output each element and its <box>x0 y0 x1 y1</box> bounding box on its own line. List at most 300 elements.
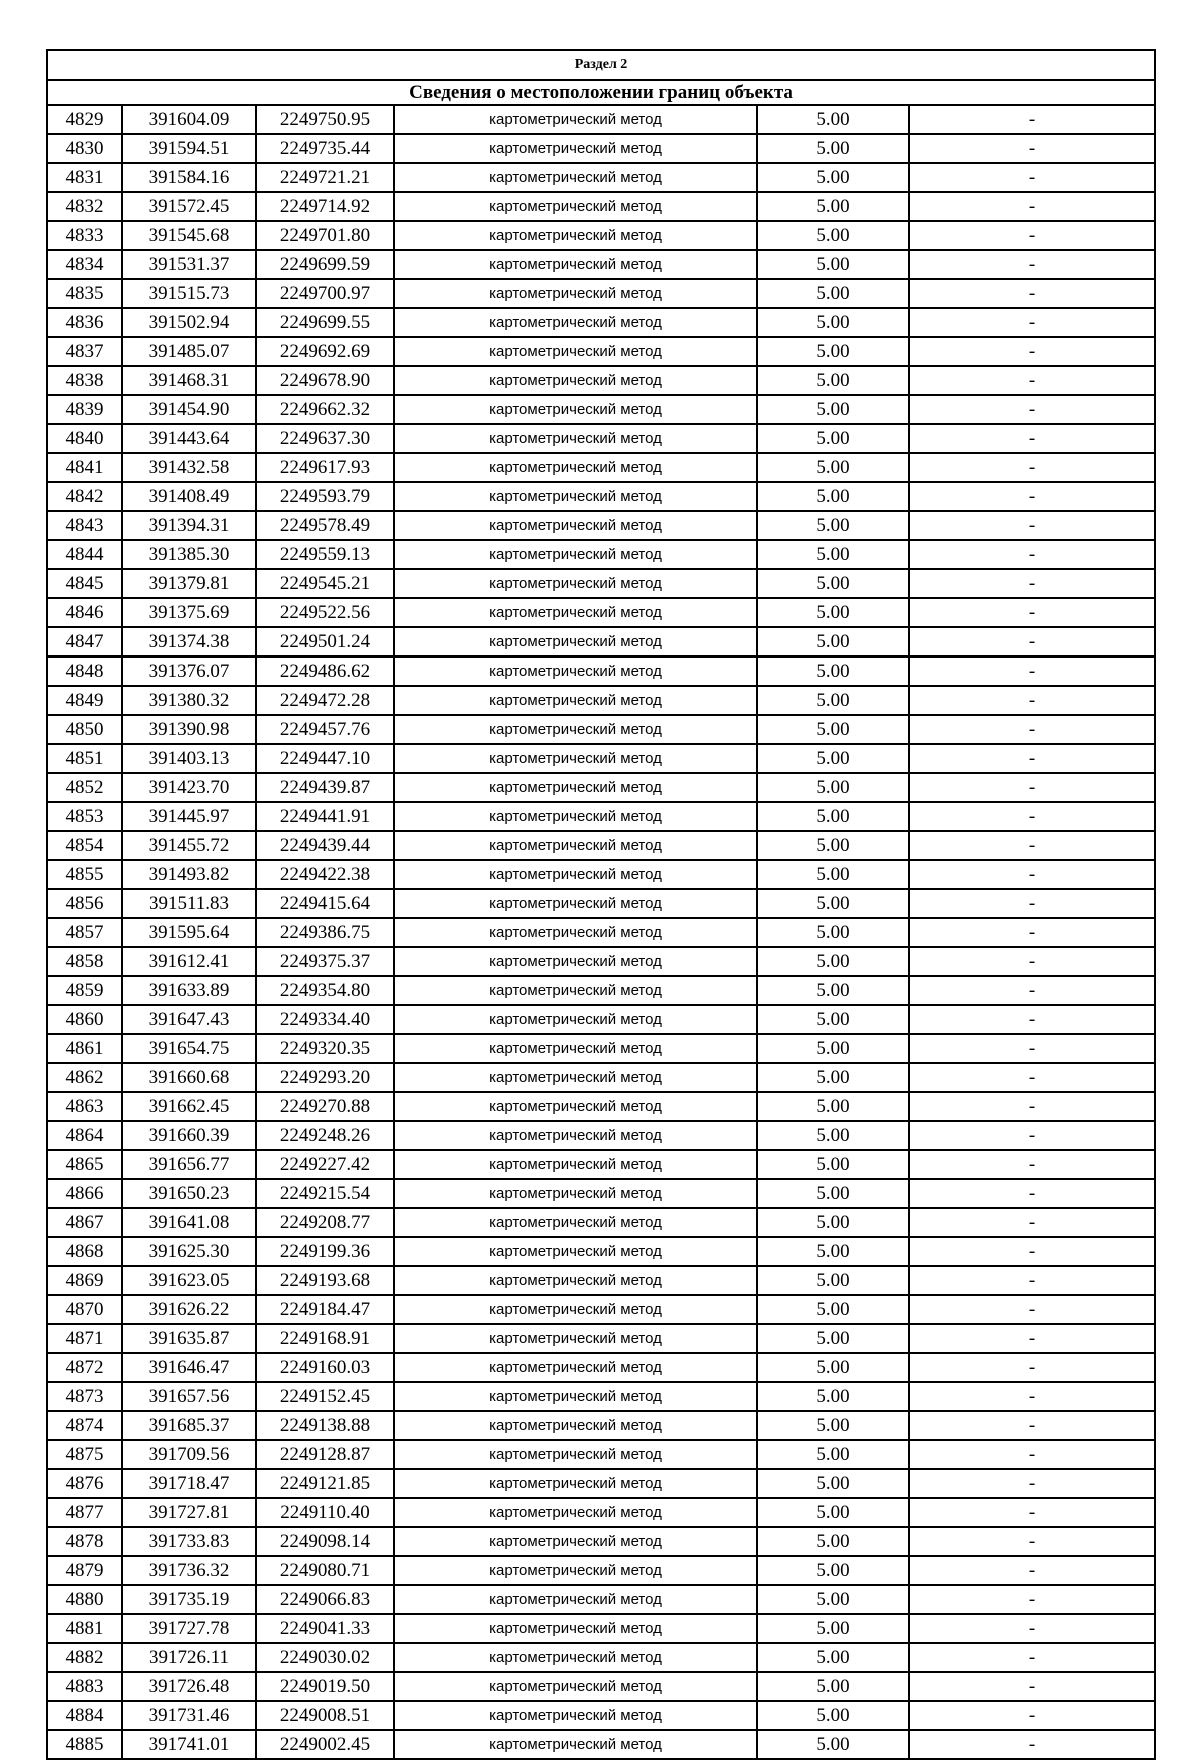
y-coordinate-cell: 2249678.90 <box>256 366 394 395</box>
method-cell: картометрический метод <box>394 482 757 511</box>
method-cell: картометрический метод <box>394 134 757 163</box>
accuracy-cell: 5.00 <box>757 1092 909 1121</box>
x-coordinate-cell: 391468.31 <box>122 366 256 395</box>
point-number-cell: 4836 <box>47 308 122 337</box>
accuracy-cell: 5.00 <box>757 366 909 395</box>
point-number-cell: 4837 <box>47 337 122 366</box>
method-cell: картометрический метод <box>394 1643 757 1672</box>
x-coordinate-cell: 391625.30 <box>122 1237 256 1266</box>
method-cell: картометрический метод <box>394 889 757 918</box>
x-coordinate-cell: 391633.89 <box>122 976 256 1005</box>
accuracy-cell: 5.00 <box>757 1150 909 1179</box>
x-coordinate-cell: 391403.13 <box>122 744 256 773</box>
section-header-row <box>47 50 1155 80</box>
x-coordinate-cell: 391727.81 <box>122 1498 256 1527</box>
section-label: Раздел 2 <box>47 50 1155 80</box>
method-cell: картометрический метод <box>394 686 757 715</box>
method-cell: картометрический метод <box>394 715 757 744</box>
method-cell: картометрический метод <box>394 395 757 424</box>
description-cell: - <box>909 366 1155 395</box>
method-cell: картометрический метод <box>394 221 757 250</box>
table-row <box>47 802 1155 831</box>
method-cell: картометрический метод <box>394 744 757 773</box>
point-number-cell: 4884 <box>47 1701 122 1730</box>
x-coordinate-cell: 391741.01 <box>122 1730 256 1759</box>
table-row <box>47 1527 1155 1556</box>
y-coordinate-cell: 2249750.95 <box>256 105 394 134</box>
description-cell: - <box>909 1092 1155 1121</box>
x-coordinate-cell: 391423.70 <box>122 773 256 802</box>
point-number-cell: 4881 <box>47 1614 122 1643</box>
method-cell: картометрический метод <box>394 860 757 889</box>
y-coordinate-cell: 2249110.40 <box>256 1498 394 1527</box>
x-coordinate-cell: 391584.16 <box>122 163 256 192</box>
description-cell: - <box>909 947 1155 976</box>
description-cell: - <box>909 221 1155 250</box>
x-coordinate-cell: 391485.07 <box>122 337 256 366</box>
y-coordinate-cell: 2249152.45 <box>256 1382 394 1411</box>
y-coordinate-cell: 2249472.28 <box>256 686 394 715</box>
description-cell: - <box>909 1556 1155 1585</box>
accuracy-cell: 5.00 <box>757 1585 909 1614</box>
table-row <box>47 221 1155 250</box>
point-number-cell: 4854 <box>47 831 122 860</box>
accuracy-cell: 5.00 <box>757 337 909 366</box>
y-coordinate-cell: 2249293.20 <box>256 1063 394 1092</box>
accuracy-cell: 5.00 <box>757 424 909 453</box>
point-number-cell: 4885 <box>47 1730 122 1759</box>
y-coordinate-cell: 2249415.64 <box>256 889 394 918</box>
method-cell: картометрический метод <box>394 1237 757 1266</box>
accuracy-cell: 5.00 <box>757 1527 909 1556</box>
method-cell: картометрический метод <box>394 1150 757 1179</box>
method-cell: картометрический метод <box>394 1179 757 1208</box>
y-coordinate-cell: 2249193.68 <box>256 1266 394 1295</box>
table-row <box>47 1672 1155 1701</box>
x-coordinate-cell: 391515.73 <box>122 279 256 308</box>
x-coordinate-cell: 391493.82 <box>122 860 256 889</box>
table-row <box>47 1614 1155 1643</box>
point-number-cell: 4858 <box>47 947 122 976</box>
y-coordinate-cell: 2249617.93 <box>256 453 394 482</box>
accuracy-cell: 5.00 <box>757 1701 909 1730</box>
accuracy-cell: 5.00 <box>757 1121 909 1150</box>
x-coordinate-cell: 391727.78 <box>122 1614 256 1643</box>
accuracy-cell: 5.00 <box>757 831 909 860</box>
point-number-cell: 4839 <box>47 395 122 424</box>
point-number-cell: 4834 <box>47 250 122 279</box>
accuracy-cell: 5.00 <box>757 308 909 337</box>
method-cell: картометрический метод <box>394 1005 757 1034</box>
point-number-cell: 4832 <box>47 192 122 221</box>
description-cell: - <box>909 1469 1155 1498</box>
table-row <box>47 279 1155 308</box>
x-coordinate-cell: 391572.45 <box>122 192 256 221</box>
point-number-cell: 4841 <box>47 453 122 482</box>
accuracy-cell: 5.00 <box>757 1643 909 1672</box>
description-cell: - <box>909 686 1155 715</box>
method-cell: картометрический метод <box>394 1324 757 1353</box>
description-cell: - <box>909 105 1155 134</box>
y-coordinate-cell: 2249386.75 <box>256 918 394 947</box>
table-row <box>47 1150 1155 1179</box>
y-coordinate-cell: 2249080.71 <box>256 1556 394 1585</box>
table-row <box>47 1005 1155 1034</box>
x-coordinate-cell: 391733.83 <box>122 1527 256 1556</box>
method-cell: картометрический метод <box>394 1730 757 1759</box>
y-coordinate-cell: 2249208.77 <box>256 1208 394 1237</box>
table-row <box>47 947 1155 976</box>
table-row <box>47 250 1155 279</box>
y-coordinate-cell: 2249098.14 <box>256 1527 394 1556</box>
x-coordinate-cell: 391385.30 <box>122 540 256 569</box>
table-row <box>47 1585 1155 1614</box>
y-coordinate-cell: 2249559.13 <box>256 540 394 569</box>
x-coordinate-cell: 391502.94 <box>122 308 256 337</box>
accuracy-cell: 5.00 <box>757 598 909 627</box>
description-cell: - <box>909 976 1155 1005</box>
y-coordinate-cell: 2249735.44 <box>256 134 394 163</box>
x-coordinate-cell: 391736.32 <box>122 1556 256 1585</box>
y-coordinate-cell: 2249128.87 <box>256 1440 394 1469</box>
x-coordinate-cell: 391657.56 <box>122 1382 256 1411</box>
description-cell: - <box>909 1208 1155 1237</box>
method-cell: картометрический метод <box>394 1469 757 1498</box>
x-coordinate-cell: 391612.41 <box>122 947 256 976</box>
accuracy-cell: 5.00 <box>757 1295 909 1324</box>
y-coordinate-cell: 2249199.36 <box>256 1237 394 1266</box>
method-cell: картометрический метод <box>394 1063 757 1092</box>
accuracy-cell: 5.00 <box>757 1614 909 1643</box>
x-coordinate-cell: 391408.49 <box>122 482 256 511</box>
description-cell: - <box>909 627 1155 657</box>
point-number-cell: 4842 <box>47 482 122 511</box>
table-row <box>47 1643 1155 1672</box>
point-number-cell: 4849 <box>47 686 122 715</box>
table-row <box>47 918 1155 947</box>
description-cell: - <box>909 1527 1155 1556</box>
description-cell: - <box>909 1440 1155 1469</box>
accuracy-cell: 5.00 <box>757 569 909 598</box>
description-cell: - <box>909 657 1155 687</box>
table-row <box>47 1266 1155 1295</box>
table-row <box>47 860 1155 889</box>
point-number-cell: 4843 <box>47 511 122 540</box>
description-cell: - <box>909 918 1155 947</box>
table-row <box>47 1382 1155 1411</box>
description-cell: - <box>909 1585 1155 1614</box>
method-cell: картометрический метод <box>394 105 757 134</box>
description-cell: - <box>909 1063 1155 1092</box>
point-number-cell: 4874 <box>47 1411 122 1440</box>
y-coordinate-cell: 2249422.38 <box>256 860 394 889</box>
point-number-cell: 4850 <box>47 715 122 744</box>
table-row <box>47 1179 1155 1208</box>
point-number-cell: 4855 <box>47 860 122 889</box>
table-row <box>47 337 1155 366</box>
accuracy-cell: 5.00 <box>757 744 909 773</box>
description-cell: - <box>909 715 1155 744</box>
x-coordinate-cell: 391647.43 <box>122 1005 256 1034</box>
method-cell: картометрический метод <box>394 598 757 627</box>
y-coordinate-cell: 2249501.24 <box>256 627 394 657</box>
y-coordinate-cell: 2249447.10 <box>256 744 394 773</box>
description-cell: - <box>909 1730 1155 1759</box>
method-cell: картометрический метод <box>394 1672 757 1701</box>
x-coordinate-cell: 391376.07 <box>122 657 256 687</box>
description-cell: - <box>909 1179 1155 1208</box>
method-cell: картометрический метод <box>394 1092 757 1121</box>
point-number-cell: 4835 <box>47 279 122 308</box>
description-cell: - <box>909 889 1155 918</box>
description-cell: - <box>909 1121 1155 1150</box>
method-cell: картометрический метод <box>394 1411 757 1440</box>
method-cell: картометрический метод <box>394 627 757 657</box>
accuracy-cell: 5.00 <box>757 1353 909 1382</box>
accuracy-cell: 5.00 <box>757 1266 909 1295</box>
method-cell: картометрический метод <box>394 1266 757 1295</box>
point-number-cell: 4879 <box>47 1556 122 1585</box>
point-number-cell: 4862 <box>47 1063 122 1092</box>
x-coordinate-cell: 391654.75 <box>122 1034 256 1063</box>
x-coordinate-cell: 391374.38 <box>122 627 256 657</box>
table-row <box>47 744 1155 773</box>
y-coordinate-cell: 2249320.35 <box>256 1034 394 1063</box>
method-cell: картометрический метод <box>394 1527 757 1556</box>
method-cell: картометрический метод <box>394 802 757 831</box>
point-number-cell: 4878 <box>47 1527 122 1556</box>
method-cell: картометрический метод <box>394 1353 757 1382</box>
x-coordinate-cell: 391731.46 <box>122 1701 256 1730</box>
description-cell: - <box>909 802 1155 831</box>
y-coordinate-cell: 2249160.03 <box>256 1353 394 1382</box>
description-cell: - <box>909 540 1155 569</box>
accuracy-cell: 5.00 <box>757 1005 909 1034</box>
method-cell: картометрический метод <box>394 192 757 221</box>
method-cell: картометрический метод <box>394 337 757 366</box>
table-row <box>47 715 1155 744</box>
method-cell: картометрический метод <box>394 831 757 860</box>
accuracy-cell: 5.00 <box>757 482 909 511</box>
table-row <box>47 1469 1155 1498</box>
accuracy-cell: 5.00 <box>757 860 909 889</box>
table-row <box>47 395 1155 424</box>
method-cell: картометрический метод <box>394 1585 757 1614</box>
method-cell: картометрический метод <box>394 1121 757 1150</box>
description-cell: - <box>909 1411 1155 1440</box>
point-number-cell: 4883 <box>47 1672 122 1701</box>
table-row <box>47 453 1155 482</box>
table-row <box>47 1411 1155 1440</box>
x-coordinate-cell: 391635.87 <box>122 1324 256 1353</box>
point-number-cell: 4829 <box>47 105 122 134</box>
accuracy-cell: 5.00 <box>757 453 909 482</box>
table-title-row <box>47 80 1155 105</box>
accuracy-cell: 5.00 <box>757 947 909 976</box>
x-coordinate-cell: 391594.51 <box>122 134 256 163</box>
description-cell: - <box>909 453 1155 482</box>
x-coordinate-cell: 391726.48 <box>122 1672 256 1701</box>
table-row <box>47 569 1155 598</box>
point-number-cell: 4867 <box>47 1208 122 1237</box>
accuracy-cell: 5.00 <box>757 1556 909 1585</box>
description-cell: - <box>909 482 1155 511</box>
method-cell: картометрический метод <box>394 1556 757 1585</box>
accuracy-cell: 5.00 <box>757 1208 909 1237</box>
point-number-cell: 4860 <box>47 1005 122 1034</box>
point-number-cell: 4856 <box>47 889 122 918</box>
method-cell: картометрический метод <box>394 511 757 540</box>
table-row <box>47 1092 1155 1121</box>
accuracy-cell: 5.00 <box>757 1063 909 1092</box>
y-coordinate-cell: 2249699.59 <box>256 250 394 279</box>
x-coordinate-cell: 391718.47 <box>122 1469 256 1498</box>
point-number-cell: 4852 <box>47 773 122 802</box>
x-coordinate-cell: 391660.39 <box>122 1121 256 1150</box>
y-coordinate-cell: 2249354.80 <box>256 976 394 1005</box>
point-number-cell: 4880 <box>47 1585 122 1614</box>
y-coordinate-cell: 2249701.80 <box>256 221 394 250</box>
method-cell: картометрический метод <box>394 569 757 598</box>
description-cell: - <box>909 424 1155 453</box>
y-coordinate-cell: 2249138.88 <box>256 1411 394 1440</box>
table-row <box>47 1498 1155 1527</box>
method-cell: картометрический метод <box>394 918 757 947</box>
table-row <box>47 540 1155 569</box>
y-coordinate-cell: 2249019.50 <box>256 1672 394 1701</box>
y-coordinate-cell: 2249066.83 <box>256 1585 394 1614</box>
accuracy-cell: 5.00 <box>757 250 909 279</box>
x-coordinate-cell: 391641.08 <box>122 1208 256 1237</box>
table-row <box>47 482 1155 511</box>
x-coordinate-cell: 391531.37 <box>122 250 256 279</box>
method-cell: картометрический метод <box>394 947 757 976</box>
y-coordinate-cell: 2249439.87 <box>256 773 394 802</box>
table-row <box>47 976 1155 1005</box>
accuracy-cell: 5.00 <box>757 134 909 163</box>
y-coordinate-cell: 2249593.79 <box>256 482 394 511</box>
accuracy-cell: 5.00 <box>757 657 909 687</box>
description-cell: - <box>909 773 1155 802</box>
point-number-cell: 4861 <box>47 1034 122 1063</box>
point-number-cell: 4872 <box>47 1353 122 1382</box>
accuracy-cell: 5.00 <box>757 279 909 308</box>
point-number-cell: 4866 <box>47 1179 122 1208</box>
x-coordinate-cell: 391595.64 <box>122 918 256 947</box>
accuracy-cell: 5.00 <box>757 511 909 540</box>
x-coordinate-cell: 391604.09 <box>122 105 256 134</box>
x-coordinate-cell: 391443.64 <box>122 424 256 453</box>
x-coordinate-cell: 391390.98 <box>122 715 256 744</box>
table-row <box>47 1701 1155 1730</box>
x-coordinate-cell: 391656.77 <box>122 1150 256 1179</box>
description-cell: - <box>909 1266 1155 1295</box>
table-row <box>47 1063 1155 1092</box>
x-coordinate-cell: 391375.69 <box>122 598 256 627</box>
table-row <box>47 657 1155 687</box>
x-coordinate-cell: 391455.72 <box>122 831 256 860</box>
table-row <box>47 1324 1155 1353</box>
accuracy-cell: 5.00 <box>757 192 909 221</box>
method-cell: картометрический метод <box>394 453 757 482</box>
accuracy-cell: 5.00 <box>757 163 909 192</box>
accuracy-cell: 5.00 <box>757 1730 909 1759</box>
table-row <box>47 889 1155 918</box>
y-coordinate-cell: 2249168.91 <box>256 1324 394 1353</box>
description-cell: - <box>909 1498 1155 1527</box>
x-coordinate-cell: 391445.97 <box>122 802 256 831</box>
y-coordinate-cell: 2249714.92 <box>256 192 394 221</box>
x-coordinate-cell: 391650.23 <box>122 1179 256 1208</box>
accuracy-cell: 5.00 <box>757 1469 909 1498</box>
description-cell: - <box>909 337 1155 366</box>
description-cell: - <box>909 1382 1155 1411</box>
accuracy-cell: 5.00 <box>757 105 909 134</box>
table-row <box>47 1730 1155 1759</box>
method-cell: картометрический метод <box>394 163 757 192</box>
x-coordinate-cell: 391454.90 <box>122 395 256 424</box>
description-cell: - <box>909 1237 1155 1266</box>
description-cell: - <box>909 1005 1155 1034</box>
accuracy-cell: 5.00 <box>757 686 909 715</box>
x-coordinate-cell: 391660.68 <box>122 1063 256 1092</box>
table-row <box>47 1208 1155 1237</box>
method-cell: картометрический метод <box>394 1208 757 1237</box>
point-number-cell: 4870 <box>47 1295 122 1324</box>
table-row <box>47 1556 1155 1585</box>
method-cell: картометрический метод <box>394 1440 757 1469</box>
point-number-cell: 4863 <box>47 1092 122 1121</box>
point-number-cell: 4831 <box>47 163 122 192</box>
point-number-cell: 4869 <box>47 1266 122 1295</box>
y-coordinate-cell: 2249184.47 <box>256 1295 394 1324</box>
point-number-cell: 4868 <box>47 1237 122 1266</box>
y-coordinate-cell: 2249578.49 <box>256 511 394 540</box>
point-number-cell: 4851 <box>47 744 122 773</box>
x-coordinate-cell: 391511.83 <box>122 889 256 918</box>
method-cell: картометрический метод <box>394 279 757 308</box>
method-cell: картометрический метод <box>394 1034 757 1063</box>
x-coordinate-cell: 391394.31 <box>122 511 256 540</box>
y-coordinate-cell: 2249030.02 <box>256 1643 394 1672</box>
accuracy-cell: 5.00 <box>757 918 909 947</box>
method-cell: картометрический метод <box>394 308 757 337</box>
table-row <box>47 1121 1155 1150</box>
table-row <box>47 627 1155 657</box>
accuracy-cell: 5.00 <box>757 976 909 1005</box>
point-number-cell: 4876 <box>47 1469 122 1498</box>
point-number-cell: 4865 <box>47 1150 122 1179</box>
accuracy-cell: 5.00 <box>757 1672 909 1701</box>
description-cell: - <box>909 134 1155 163</box>
description-cell: - <box>909 1701 1155 1730</box>
x-coordinate-cell: 391685.37 <box>122 1411 256 1440</box>
point-number-cell: 4871 <box>47 1324 122 1353</box>
method-cell: картометрический метод <box>394 976 757 1005</box>
x-coordinate-cell: 391709.56 <box>122 1440 256 1469</box>
method-cell: картометрический метод <box>394 366 757 395</box>
point-number-cell: 4840 <box>47 424 122 453</box>
point-number-cell: 4864 <box>47 1121 122 1150</box>
table-title: Сведения о местоположении границ объекта <box>47 80 1155 105</box>
table-row <box>47 1034 1155 1063</box>
method-cell: картометрический метод <box>394 424 757 453</box>
y-coordinate-cell: 2249637.30 <box>256 424 394 453</box>
table-row <box>47 424 1155 453</box>
table-row <box>47 1237 1155 1266</box>
point-number-cell: 4830 <box>47 134 122 163</box>
table-row <box>47 134 1155 163</box>
